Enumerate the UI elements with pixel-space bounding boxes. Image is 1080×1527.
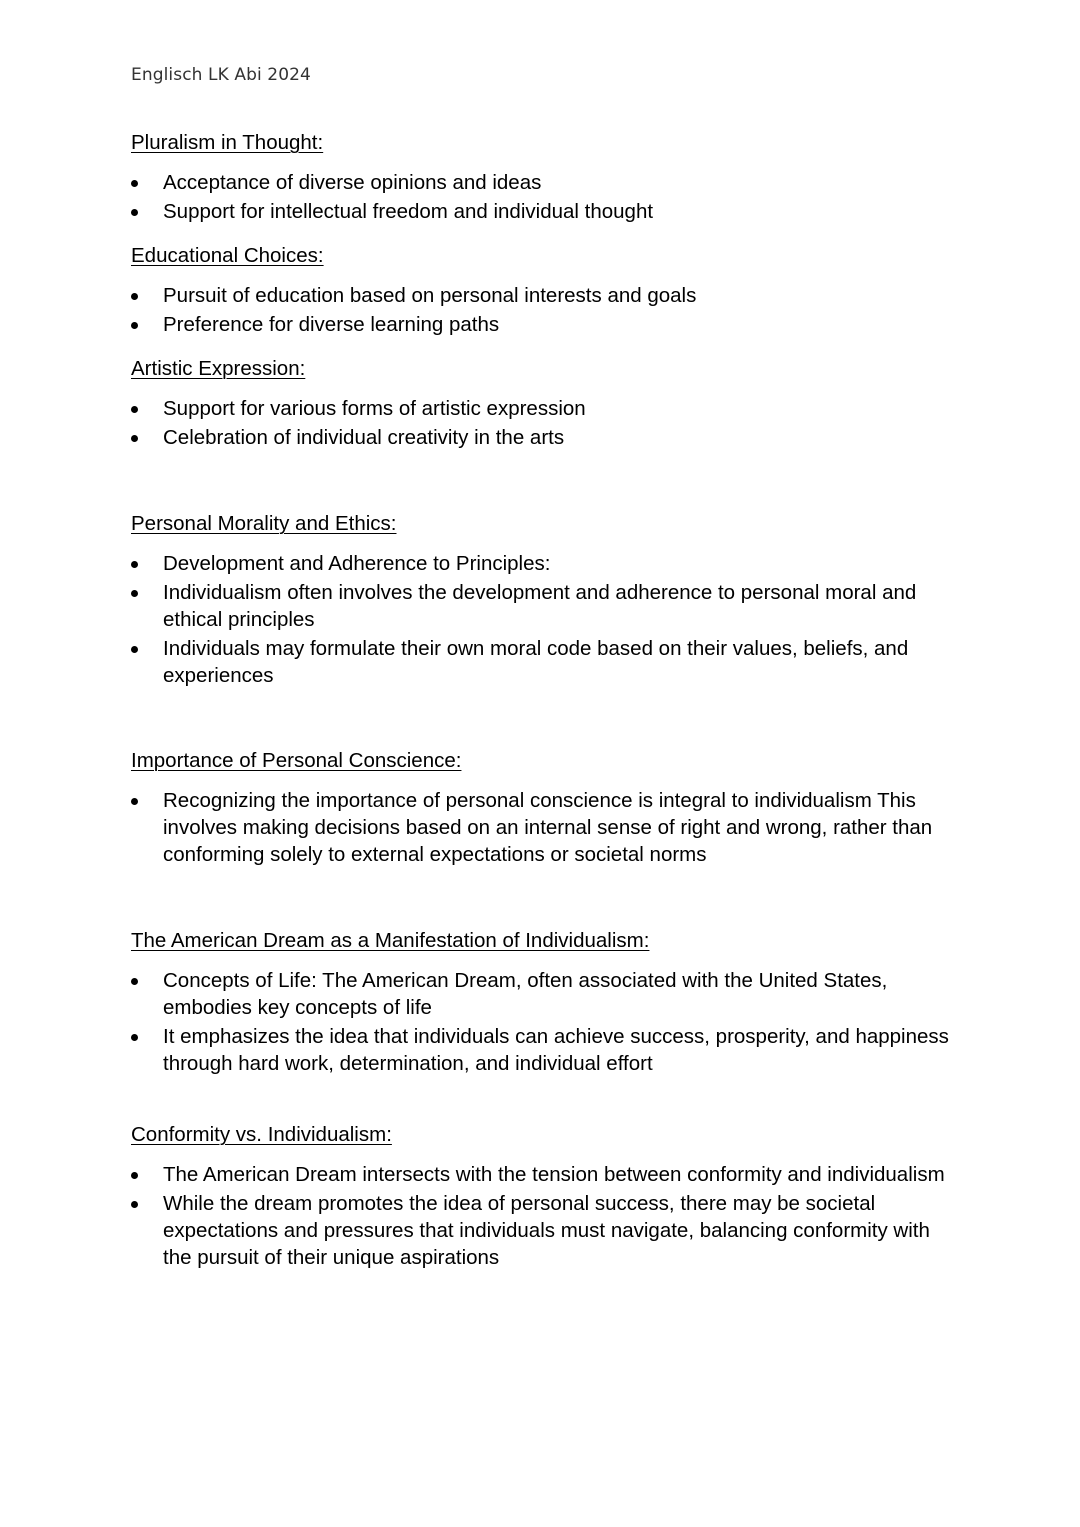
bullet-icon [131, 406, 138, 413]
list-item-text: Individuals may formulate their own moral code based on their values, beliefs, and experiences [163, 637, 909, 687]
bullet-icon [131, 646, 138, 653]
list-item-text: Individualism often involves the development and adherence to personal moral and ethical principles [163, 581, 917, 631]
bullet-icon [131, 322, 138, 329]
section-heading: Pluralism in Thought: [131, 131, 324, 154]
list-item-text: Preference for diverse learning paths [163, 313, 500, 336]
list-item-text: Pursuit of education based on personal interests and goals [163, 284, 697, 307]
bullet-list [131, 967, 951, 1077]
list-item-text: Recognizing the importance of personal conscience is integral to individualism This involves making decisions based on an internal sense of right and wrong, rather than conforming solely to external expectations or societal norms [163, 789, 933, 866]
section-conformity [131, 1123, 951, 1273]
list-item-text: It emphasizes the idea that individuals can achieve success, prosperity, and happiness through hard work, determination, and individual effort [163, 1025, 949, 1075]
list-item [131, 787, 951, 868]
section-artistic-expression [131, 357, 951, 453]
list-item [131, 1161, 951, 1188]
section-pluralism [131, 131, 951, 227]
section-personal-morality [131, 512, 951, 691]
bullet-list [131, 787, 951, 868]
bullet-list [131, 550, 951, 689]
section-heading: Conformity vs. Individualism: [131, 1123, 392, 1146]
section-heading: Educational Choices: [131, 244, 324, 267]
list-item-text: The American Dream intersects with the tension between conformity and individualism [163, 1163, 945, 1186]
bullet-icon [131, 1034, 138, 1041]
bullet-icon [131, 180, 138, 187]
list-item [131, 198, 951, 225]
list-item [131, 282, 951, 309]
page-header: Englisch LK Abi 2024 [131, 65, 311, 85]
list-item [131, 1023, 951, 1077]
list-item-text: While the dream promotes the idea of personal success, there may be societal expectations and pressures that individuals must navigate, balancing conformity with the pursuit of their unique aspirations [163, 1192, 930, 1269]
list-item [131, 424, 951, 451]
list-item [131, 169, 951, 196]
list-item [131, 311, 951, 338]
section-american-dream [131, 929, 951, 1079]
section-heading: The American Dream as a Manifestation of Individualism: [131, 929, 650, 952]
list-item-text: Support for intellectual freedom and individual thought [163, 200, 654, 223]
list-item [131, 395, 951, 422]
list-item-text: Development and Adherence to Principles: [163, 552, 551, 575]
list-item-text: Acceptance of diverse opinions and ideas [163, 171, 542, 194]
section-educational-choices [131, 244, 951, 340]
section-heading: Personal Morality and Ethics: [131, 512, 397, 535]
list-item-text: Celebration of individual creativity in the arts [163, 426, 565, 449]
list-item [131, 967, 951, 1021]
bullet-icon [131, 209, 138, 216]
bullet-list [131, 395, 951, 451]
list-item [131, 550, 951, 577]
bullet-icon [131, 561, 138, 568]
list-item-text: Support for various forms of artistic expression [163, 397, 586, 420]
bullet-icon [131, 1172, 138, 1179]
list-item-text: Concepts of Life: The American Dream, often associated with the United States, embodies key concepts of life [163, 969, 888, 1019]
bullet-icon [131, 978, 138, 985]
bullet-icon [131, 435, 138, 442]
section-heading: Importance of Personal Conscience: [131, 749, 462, 772]
bullet-icon [131, 293, 138, 300]
bullet-list [131, 282, 951, 338]
bullet-list [131, 1161, 951, 1271]
bullet-list [131, 169, 951, 225]
bullet-icon [131, 590, 138, 597]
bullet-icon [131, 798, 138, 805]
list-item [131, 1190, 951, 1271]
bullet-icon [131, 1201, 138, 1208]
list-item [131, 635, 951, 689]
section-personal-conscience [131, 749, 951, 870]
list-item [131, 579, 951, 633]
section-heading: Artistic Expression: [131, 357, 306, 380]
